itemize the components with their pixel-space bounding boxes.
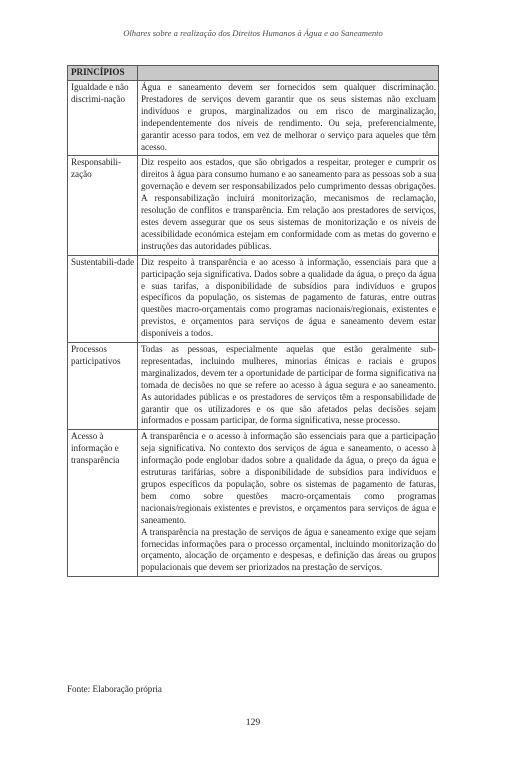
description-paragraph: Água e saneamento devem ser fornecidos sem qualquer discriminação. Prestadores de serviços devem garantir que os seus sistemas não excluam indivíduos e grupos, marginalizados ou em risco de marginalização, independentemente dos níveis de rendimento. Ou seja, preferencialmente, garantir acesso para todos, em vez de melhorar o serviço para aqueles que têm acesso. <box>141 82 436 152</box>
table-row <box>68 255 439 342</box>
table-row <box>68 81 439 156</box>
description-paragraph: A transparência e o acesso à informação são essenciais para que a participação seja significativa. No contexto dos serviços de água e saneamento, o acesso à informação pode englobar dados sobre a qualidade da água, o preço da água e estruturas tarifárias, sobre a disponibilidade de subsídios para indivíduos e grupos específicos da população, sobre os sistemas de pagamento de faturas, bem como sobre questões macro-orçamentais como programas nacionais/regionais existentes e previstos, e orçamentos para serviços de água e saneamento. <box>141 431 436 525</box>
table-body <box>68 81 439 577</box>
page-number: 129 <box>245 717 261 728</box>
principle-description-cell <box>138 430 439 577</box>
table-row <box>68 156 439 255</box>
description-paragraph: Todas as pessoas, especialmente aquelas que estão geralmente sub-representadas, incluindo mulheres, minorias étnicas e raciais e grupos marginalizados, devem ter a oportunidade de participar de forma significativa na tomada de decisões no que se refere ao acesso à água segura e ao saneamento. As autoridades públicas e os prestadores de serviços têm a responsabilidade de garantir que os utilizadores e os que são afetados pelas decisões sejam informados e possam participar, de forma significativa, nesse processo. <box>141 344 436 426</box>
principle-description-cell <box>138 156 439 255</box>
description-paragraph: Diz respeito aos estados, que são obrigados a respeitar, proteger e cumprir os direitos à água para consumo humano e ao saneamento para as pessoas sob a sua governação e devem ser responsabilizados pelo cumprimento dessas obrigações. A responsabilização incluirá monitorização, mecanismos de reclamação, resolução de conflitos e transparência. Em relação aos prestadores de serviços, estes devem assegurar que os seus sistemas de monitorização e os níveis de acessibilidade económica estejam em conformidade com as metas do governo e instruções das autoridades públicas. <box>141 157 436 251</box>
table-header-empty-cell <box>138 66 439 81</box>
table-header-cell: PRINCÍPIOS <box>68 66 138 81</box>
table-row <box>68 430 439 577</box>
description-paragraph: A transparência na prestação de serviços de água e saneamento exige que sejam fornecidas informações para o processo orçamental, incluindo monitorização do orçamento, alocação de orçamento e despesas, e definição das áreas ou grupos populacionais que devem ser priorizados na prestação de serviços. <box>141 526 436 573</box>
principle-name-cell: Sustentabili-dade <box>68 255 138 342</box>
principle-name-cell: Responsabili-zação <box>68 156 138 255</box>
description-paragraph: Diz respeito à transparência e ao acesso à informação, essenciais para que a participação seja significativa. Dados sobre a qualidade da água, o preço da água e suas tarifas, a disponibilidade de subsídios para indivíduos e grupos específicos da população, os sistemas de pagamento de faturas, entre outras questões macro-orçamentais como programas nacionais/regionais, existentes e previstos, e orçamentos para serviços de água e saneamento devem estar disponíveis a todos. <box>141 256 436 339</box>
running-header: Olhares sobre a realização dos Direitos Humanos à Água e ao Saneamento <box>123 28 383 38</box>
principle-description-cell <box>138 343 439 430</box>
principles-table <box>67 65 439 577</box>
principle-name-cell: Igualdade e não discrimi-nação <box>68 81 138 156</box>
principle-name-cell: Processos participativos <box>68 343 138 430</box>
table-header-row <box>68 66 439 81</box>
principle-description-cell <box>138 81 439 156</box>
source-note: Fonte: Elaboração própria <box>67 684 162 694</box>
principle-name-cell: Acesso à informação e transparência <box>68 430 138 577</box>
table-row <box>68 343 439 430</box>
principle-description-cell <box>138 255 439 342</box>
